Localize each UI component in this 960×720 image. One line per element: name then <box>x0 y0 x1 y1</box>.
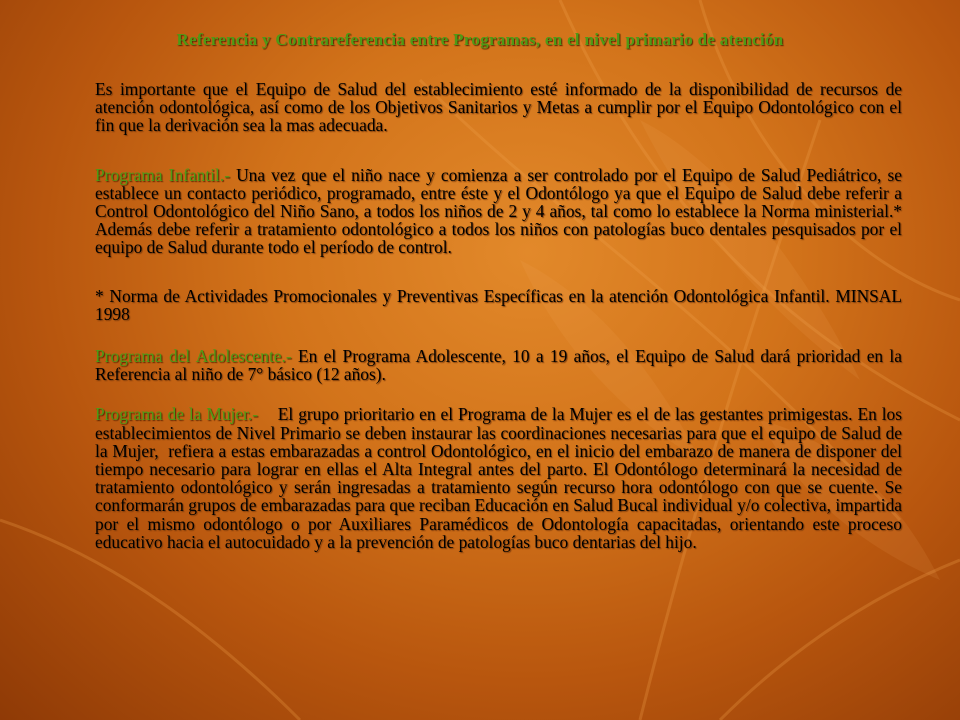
adolescente-paragraph <box>95 347 902 383</box>
mujer-text: El grupo prioritario en el Programa de la Mujer es el de las gestantes primigestas. En los establecimientos de Nivel Primario se deben instaurar las coordinaciones necesarias para que el equipo de Salud de la Mujer, refiera a estas embarazadas a control Odontológico, en el inicio del embarazo de manera de disponer del tiempo necesario para lograr en ellas el Alta Integral antes del parto. El Odontólogo determinará la necesidad de tratamiento odontológico y serán ingresadas a tratamiento según recurso hora odontólogo con que se cuente. Se conformarán grupos de embarazadas para que reciban Educación en Salud Bucal individual y/o colectiva, impartida por el mismo odontólogo o por Auxiliares Paramédicos de Odontología capacitadas, orientando este proceso educativo hacia el autocuidado y a la prevención de patologías buco dentarias del hijo. <box>95 404 907 552</box>
norma-footnote: * Norma de Actividades Promocionales y Preventivas Específicas en la atención Odontológica Infantil. MINSAL 1998 <box>95 285 902 324</box>
mujer-label: Programa de la Mujer.- <box>95 404 259 425</box>
adolescente-text: En el Programa Adolescente, 10 a 19 años, el Equipo de Salud dará prioridad en la Referencia al niño de 7° básico (12 años). <box>95 346 902 385</box>
slide-title: Referencia y Contrareferencia entre Programas, en el nivel primario de atención <box>176 30 784 49</box>
intro-paragraph: Es importante que el Equipo de Salud del establecimiento esté informado de la disponibilidad de recursos de atención odontológica, así como de los Objetivos Sanitarios y Metas a cumplir por el Equipo Odontológico con el fin que la derivación sea la mas adecuada. <box>95 79 902 136</box>
slide-body <box>95 79 907 552</box>
infantil-text: Una vez que el niño nace y comienza a ser controlado por el Equipo de Salud Pediátrico, se establece un contacto periódico, programado, entre éste y el Odontólogo ya que el Equipo de Salud debe referir a Control Odontológico del Niño Sano, a todos los niños de 2 y 4 años, tal como lo establece la Norma ministerial.* Además debe referir a tratamiento odontológico a todos los niños con patologías buco dentales pesquisados por el equipo de Salud durante todo el período de control. <box>95 164 902 258</box>
infantil-label: Programa Infantil.- <box>95 164 231 185</box>
infantil-paragraph <box>95 166 902 257</box>
mujer-paragraph <box>95 404 907 552</box>
adolescente-label: Programa del Adolescente.- <box>95 346 292 367</box>
